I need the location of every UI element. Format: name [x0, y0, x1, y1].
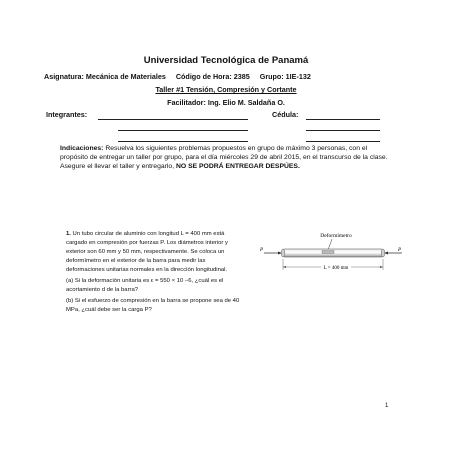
- facilitator-line: Facilitador: Ing. Elio M. Saldaña O.: [167, 98, 285, 107]
- tube-figure: [258, 228, 408, 278]
- workshop-title: [0, 85, 452, 94]
- instructions-label: Indicaciones:: [60, 145, 104, 152]
- page-number: 1: [385, 403, 389, 409]
- university-title: Universidad Tecnológica de Panamá: [143, 55, 309, 66]
- members-line-2[interactable]: [118, 130, 248, 131]
- instructions-paragraph: [60, 144, 390, 171]
- group-text: Grupo: 1IE-132: [259, 72, 311, 81]
- workshop-title-text: Taller #1 Tensión, Compresión y Cortante: [155, 85, 297, 94]
- problem-1-text: Un tubo circular de aluminio con longitud L = 400 mm está cargado en compresión por fuerzas P. Los diámetros interior y exterior son 60 mm y 50 mm, respectivamente. Se coloca un deformímetro en el exterior de la barra para medir las deformaciones unitarias normales en la dirección longitudinal.: [66, 231, 228, 273]
- id-label: Cédula:: [272, 110, 299, 119]
- tube-end-right: [381, 249, 385, 257]
- length-label: L = 400 mm: [323, 265, 349, 271]
- gauge-label: Deformímetro: [320, 233, 352, 239]
- problem-number: 1.: [66, 231, 71, 237]
- load-label-left: P: [260, 248, 264, 253]
- course-info-line: [44, 72, 319, 81]
- id-line-1[interactable]: [306, 119, 380, 120]
- strain-gauge: [322, 251, 334, 254]
- problem-1-statement: [66, 230, 244, 275]
- members-label: Integrantes:: [46, 110, 88, 119]
- members-line-3[interactable]: [118, 141, 248, 142]
- problem-1: [66, 230, 244, 317]
- problem-1-part-b: (b) Si el esfuerzo de compresión en la barra se propone sea de 40 MPa, ¿cuál debe ser la carga P?: [66, 298, 240, 313]
- dimension-arrow-left: [283, 266, 286, 268]
- hour-code-text: Código de Hora: 2385: [175, 72, 250, 81]
- tube-end-left: [281, 249, 285, 257]
- instructions-text: Resuelva los siguientes problemas propuestos en grupo de máximo 3 personas, con el propósito de entregar un taller por grupo, para el día miércoles 29 de abril 2015, en el transcurso de la clase. Asegure el llevar el taller y entregarlo,: [60, 145, 388, 170]
- problem-1-part-a: (a) Si la deformación unitaria es ϵ = 550 × 10 −6, ¿cuál es el acortamiento d de la barra?: [66, 278, 224, 293]
- gauge-leader: [328, 239, 332, 250]
- subject-text: Asignatura: Mecánica de Materiales: [44, 72, 166, 81]
- instructions-emphasis: NO SE PODRÁ ENTREGAR DESPÚES.: [175, 163, 300, 170]
- id-line-3[interactable]: [306, 141, 380, 142]
- id-line-2[interactable]: [306, 130, 380, 131]
- load-label-right: P: [398, 248, 402, 253]
- dimension-arrow-right: [380, 266, 383, 268]
- members-line-1[interactable]: [98, 119, 248, 120]
